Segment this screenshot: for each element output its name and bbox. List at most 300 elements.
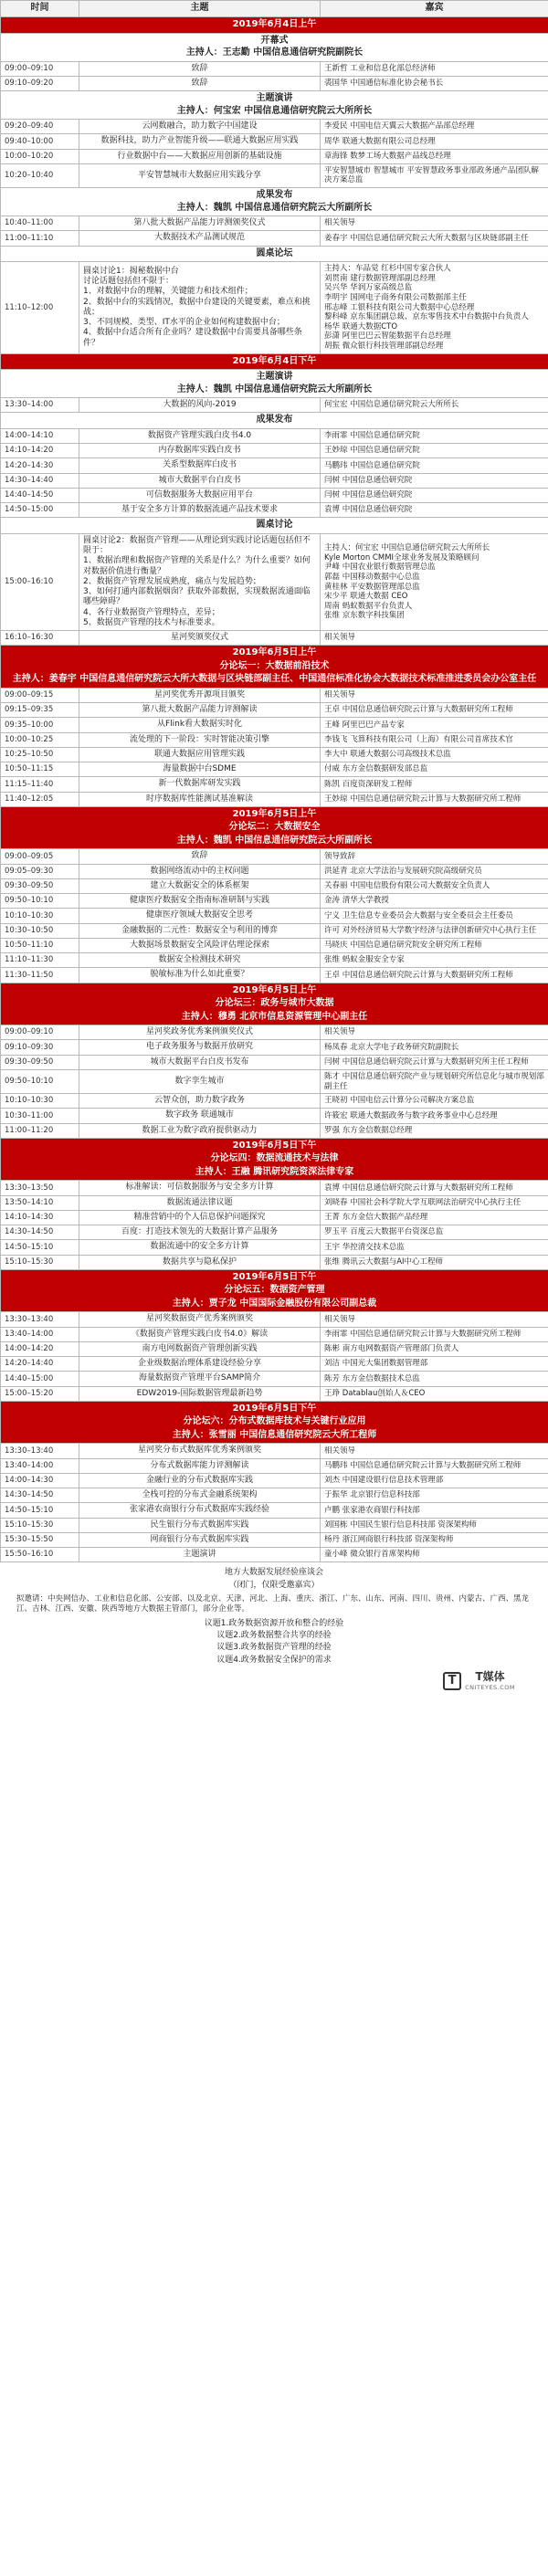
meeting-topics: [9, 1619, 539, 1666]
agenda-row: [1, 631, 548, 646]
session-banner-row: [1, 646, 548, 689]
agenda-topic: 民生银行分布式数据库实践: [79, 1518, 321, 1532]
agenda-time: 14:30–14:50: [1, 1225, 79, 1240]
agenda-time: 14:20–14:30: [1, 458, 79, 473]
agenda-time: 14:10–14:30: [1, 1210, 79, 1225]
agenda-guest: 马鹏玮 中国信息通信研究院云计算与大数据研究所工程师: [321, 1458, 548, 1473]
agenda-guest: 马晓庆 中国信息通信研究院安全研究所工程师: [321, 938, 548, 952]
section-title: 成果发布: [256, 190, 293, 200]
agenda-time: 09:20–09:40: [1, 120, 79, 134]
agenda-time: 15:10–15:30: [1, 1255, 79, 1269]
agenda-time: 11:00–11:20: [1, 1123, 79, 1138]
agenda-guest: 王琤 Datablau创始人＆CEO: [321, 1386, 548, 1401]
agenda-guest: 王菁 东方金信大数据产品经理: [321, 1210, 548, 1225]
agenda-guest: 主持人：何宝宏 中国信息通信研究院云大所所长 Kyle Morton CMMI全球业务发展及策略顾问 尹峰 中国农业银行数据管理总监 郭磊 中国移动数据中心总监 黄桂林 平安数据管理部总监 宋少平 联通大数据 CEO 周南 蚂蚁数据平台负责人 张维 京东数字科技集团: [321, 533, 548, 630]
agenda-topic: 联通大数据应用管理实践: [79, 747, 321, 762]
session-banner: [1, 1269, 548, 1312]
header-guest: 嘉宾: [321, 1, 548, 17]
section-header: [1, 188, 548, 216]
session-subtitle: 分论坛三：政务与城市大数据: [215, 998, 334, 1009]
agenda-guest: 许筱宏 联通大数据政务与数字政务事业中心总经理: [321, 1109, 548, 1123]
logo-icon: T: [443, 1672, 461, 1690]
session-date: 2019年6月5日下午: [232, 1403, 317, 1414]
agenda-time: 14:40–15:00: [1, 1372, 79, 1386]
agenda-row: [1, 849, 548, 864]
agenda-row: [1, 444, 548, 458]
agenda-topic: 网商银行分布式数据库实践: [79, 1532, 321, 1547]
agenda-time: 09:00–09:10: [1, 1025, 79, 1040]
agenda-time: 15:00–15:20: [1, 1386, 79, 1401]
agenda-guest: 刘国栋 中国民生银行信息科技部 资深架构师: [321, 1518, 548, 1532]
agenda-topic: 金融行业的分布式数据库实践: [79, 1473, 321, 1488]
agenda-guest: 王妙琼 中国信息通信研究院: [321, 444, 548, 458]
section-host: 主持人：魏凯 中国信息通信研究院云大所副所长: [176, 202, 373, 213]
agenda-guest: 闫树 中国信息通信研究院: [321, 488, 548, 502]
agenda-time: 09:35–10:00: [1, 718, 79, 732]
agenda-row: [1, 1069, 548, 1093]
agenda-guest: 王卓 中国信息通信研究院云计算与大数据研究所工程师: [321, 703, 548, 718]
section-host: 主持人：魏凯 中国信息通信研究院云大所副所长: [176, 384, 373, 394]
agenda-row: [1, 1458, 548, 1473]
agenda-guest: 童小峰 微众银行首席架构师: [321, 1548, 548, 1562]
agenda-guest: 关春丽 中国电信股份有限公司大数据安全负责人: [321, 878, 548, 893]
agenda-time: 13:40–14:00: [1, 1327, 79, 1341]
agenda-guest: 陈才 中国信息通信研究院产业与规划研究所信息化与城市规划部副主任: [321, 1069, 548, 1093]
section-header-row: [1, 91, 548, 120]
agenda-guest: 于振华 北京银行信息科技部: [321, 1488, 548, 1503]
agenda-row: [1, 216, 548, 231]
section-title: 主题演讲: [256, 93, 293, 103]
section-host: 主持人：王志勤 中国信息通信研究院副院长: [185, 47, 364, 58]
agenda-topic: 健康医疗数据安全指南标准研制与实践: [79, 894, 321, 909]
agenda-row: [1, 1210, 548, 1225]
agenda-time: 09:05–09:30: [1, 864, 79, 878]
agenda-topic: 百度：打造技术领先的大数据计算产品服务: [79, 1225, 321, 1240]
agenda-guest: 许可 对外经济贸易大学数字经济与法律创新研究中心执行主任: [321, 923, 548, 938]
agenda-row: [1, 864, 548, 878]
agenda-guest: 何宝宏 中国信息通信研究院云大所所长: [321, 398, 548, 413]
agenda-row: [1, 1503, 548, 1518]
agenda-time: 09:50–10:10: [1, 1069, 79, 1093]
agenda-row: [1, 762, 548, 777]
agenda-row: [1, 488, 548, 502]
agenda-row: [1, 938, 548, 952]
section-header-row: [1, 518, 548, 534]
agenda-guest: 李雨霏 中国信息通信研究院云计算与大数据研究所工程师: [321, 1327, 548, 1341]
agenda-body: [1, 17, 548, 1562]
agenda-topic: 大数据的风向-2019: [79, 398, 321, 413]
agenda-topic: 平安智慧城市大数据应用实践分享: [79, 163, 321, 187]
section-title: 开幕式: [260, 35, 289, 46]
agenda-topic: 电子政务服务与数据开放研究: [79, 1040, 321, 1055]
agenda-guest: 主持人：车品觉 红杉中国专家合伙人 刘贯南 建行数据管理部副总经理 吴兴华 华润万家高级总监 李明宇 国网电子商务有限公司数据部主任 邢志峰 工银科技有限公司大数据中心总经理 黎科峰 京东集团副总裁、京东零售技术中台数据中台负责人 杨华 联通大数据CTO 彭潇 阿里巴巴云智能数据平台总经理 胡振 微众银行科技管理部副总经理: [321, 262, 548, 354]
agenda-time: 09:15–09:35: [1, 703, 79, 718]
agenda-guest: 刘洁 中国光大集团数据管理部: [321, 1357, 548, 1372]
agenda-time: 09:00–09:15: [1, 688, 79, 702]
agenda-row: [1, 1312, 548, 1327]
session-banner: [1, 646, 548, 689]
agenda-guest: 李雨霏 中国信息通信研究院: [321, 428, 548, 443]
header-time: 时间: [1, 1, 79, 17]
agenda-guest: 王卓 中国信息通信研究院云计算与大数据研究所工程师: [321, 968, 548, 983]
meeting-topic: 议题1.政务数据资源开放和整合的经验: [204, 1618, 344, 1628]
agenda-row: [1, 732, 548, 747]
agenda-row: [1, 953, 548, 968]
session-banner: [1, 1401, 548, 1444]
agenda-time: 13:50–14:10: [1, 1195, 79, 1210]
agenda-time: 09:00–09:05: [1, 849, 79, 864]
session-banner: [1, 806, 548, 849]
agenda-guest: 刘晓春 中国社会科学院大学互联网法治研究中心执行主任: [321, 1195, 548, 1210]
agenda-row: [1, 473, 548, 488]
section-header: [1, 91, 548, 120]
meeting-title: 地方大数据发展经验座谈会: [224, 1568, 323, 1578]
agenda-time: 11:10–12:00: [1, 262, 79, 354]
agenda-row: [1, 688, 548, 702]
agenda-guest: 付威 东方金信数据研发部总监: [321, 762, 548, 777]
agenda-guest: 袁博 中国信息通信研究院: [321, 503, 548, 518]
session-banner-row: [1, 1269, 548, 1312]
agenda-guest: 罗玉平 百度云大数据平台资深总监: [321, 1225, 548, 1240]
agenda-row: [1, 149, 548, 163]
agenda-guest: 金涛 清华大学教授: [321, 894, 548, 909]
session-banner: [1, 983, 548, 1025]
agenda-topic: 大数据技术产品测试规范: [79, 231, 321, 246]
meeting-invitees: 拟邀请：中央网信办、工业和信息化部、公安部、以及北京、天津、河北、上海、重庆、浙江、广东、山东、河南、四川、贵州、内蒙古、广西、黑龙江、吉林、江西、安徽、陕西等地方大数据主管部门，部分企业等。: [16, 1593, 530, 1614]
agenda-topic: 主题演讲: [79, 1548, 321, 1562]
agenda-topic: 数据流通法律议题: [79, 1195, 321, 1210]
session-subtitle: 分论坛六：分布式数据库技术与关键行业应用: [183, 1416, 366, 1427]
agenda-guest: 李大中 联通大数据公司高级技术总监: [321, 747, 548, 762]
agenda-guest: 杨丹 浙江网商银行科技部 资深架构师: [321, 1532, 548, 1547]
section-title: 圆桌讨论: [256, 520, 293, 531]
agenda-row: [1, 1181, 548, 1195]
agenda-row: [1, 718, 548, 732]
agenda-topic: 数据共享与隐私保护: [79, 1255, 321, 1269]
agenda-guest: 王新哲 工业和信息化部总经济师: [321, 61, 548, 76]
agenda-time: 15:50–16:10: [1, 1548, 79, 1562]
agenda-time: 10:40–11:00: [1, 216, 79, 231]
section-title: 圆桌论坛: [256, 247, 293, 258]
header-topic: 主题: [79, 1, 321, 17]
agenda-guest: 相关领导: [321, 1312, 548, 1327]
section-header: [1, 518, 548, 534]
agenda-time: 10:30–11:00: [1, 1109, 79, 1123]
agenda-row: [1, 120, 548, 134]
agenda-time: 13:30–13:50: [1, 1181, 79, 1195]
agenda-time: 11:00–11:10: [1, 231, 79, 246]
session-host: 主持人：穆勇 北京市信息资源管理中心副主任: [181, 1011, 368, 1022]
agenda-time: 11:10–11:30: [1, 953, 79, 968]
agenda-topic: 精准营销中的个人信息保护问题探究: [79, 1210, 321, 1225]
agenda-row: [1, 1473, 548, 1488]
agenda-guest: 张维 腾讯云大数据与AI中心工程师: [321, 1255, 548, 1269]
section-title: 成果发布: [256, 415, 293, 426]
agenda-row: [1, 1488, 548, 1503]
section-header: [1, 246, 548, 262]
session-host: 主持人：王融 腾讯研究院资深法律专家: [195, 1166, 354, 1177]
session-date: 2019年6月5日下午: [232, 1271, 317, 1282]
session-host: 主持人：姜春宇 中国信息通信研究院云大所大数据与区块链部副主任、中国通信标准化协会大数据技术标准推进委员会办公室主任: [12, 674, 537, 685]
session-date: 2019年6月4日上午: [232, 19, 317, 29]
agenda-row: [1, 1055, 548, 1069]
meeting-note: （闭门，仅限受邀嘉宾）: [228, 1580, 320, 1590]
session-banner: [1, 17, 548, 34]
agenda-topic: 数据工业为数字政府提供驱动力: [79, 1123, 321, 1138]
agenda-topic: 新一代数据库研发实践: [79, 777, 321, 792]
agenda-topic: 第八批大数据产品能力评测颁奖仪式: [79, 216, 321, 231]
agenda-topic: EDW2019-国际数据管理最新趋势: [79, 1386, 321, 1401]
agenda-row: [1, 1025, 548, 1040]
agenda-topic: 企业级数据治理体系建设经验分享: [79, 1357, 321, 1372]
agenda-topic: 流处理的下一阶段：实时智能决策引擎: [79, 732, 321, 747]
agenda-row: [1, 1040, 548, 1055]
agenda-time: 14:50–15:10: [1, 1503, 79, 1518]
agenda-topic: 星河奖分布式数据库优秀案例颁奖: [79, 1444, 321, 1458]
session-date: 2019年6月5日上午: [232, 808, 317, 819]
session-subtitle: 分论坛二：大数据安全: [228, 822, 321, 833]
agenda-row: [1, 134, 548, 149]
agenda-row: [1, 503, 548, 518]
session-date: 2019年6月4日下午: [232, 355, 317, 366]
agenda-time: 13:30–13:40: [1, 1444, 79, 1458]
session-subtitle: 分论坛五：数据资产管理: [224, 1285, 325, 1296]
agenda-guest: 卢鹏 张家港农商银行科技部: [321, 1503, 548, 1518]
agenda-topic: 《数据资产管理实践白皮书4.0》解读: [79, 1327, 321, 1341]
agenda-topic: 数据安全检测技术研究: [79, 953, 321, 968]
agenda-guest: 马鹏玮 中国信息通信研究院: [321, 458, 548, 473]
agenda-topic: 南方电网数据资产管理创新实践: [79, 1341, 321, 1356]
session-subtitle: 分论坛四：数据流通技术与法律: [210, 1153, 339, 1164]
agenda-time: 10:30–10:50: [1, 923, 79, 938]
session-banner-row: [1, 353, 548, 370]
agenda-guest: 李钱飞 飞算科技有限公司（上海）有限公司首席技术官: [321, 732, 548, 747]
agenda-time: 15:00–16:10: [1, 533, 79, 630]
agenda-row: [1, 1518, 548, 1532]
agenda-topic: 数字政务 联通城市: [79, 1109, 321, 1123]
agenda-guest: 领导致辞: [321, 849, 548, 864]
agenda-guest: 相关领导: [321, 631, 548, 646]
logo-sub: CNITEYES.COM: [465, 1683, 515, 1691]
agenda-row: [1, 1255, 548, 1269]
agenda-guest: 相关领导: [321, 1025, 548, 1040]
agenda-time: 14:00–14:30: [1, 1473, 79, 1488]
agenda-row: [1, 262, 548, 354]
session-banner-row: [1, 806, 548, 849]
agenda-topic: 致辞: [79, 849, 321, 864]
agenda-guest: 袁博 中国信息通信研究院云计算与大数据研究所工程师: [321, 1181, 548, 1195]
agenda-topic: 数字孪生城市: [79, 1069, 321, 1093]
agenda-guest: 王峰 阿里巴巴产品专家: [321, 718, 548, 732]
session-banner-row: [1, 1401, 548, 1444]
agenda-topic: 第八批大数据产品能力评测解读: [79, 703, 321, 718]
section-header-row: [1, 370, 548, 398]
agenda-row: [1, 1240, 548, 1255]
agenda-time: 09:10–09:30: [1, 1040, 79, 1055]
agenda-row: [1, 1109, 548, 1123]
agenda-time: 09:40–10:00: [1, 134, 79, 149]
session-host: 主持人：魏凯 中国信息通信研究院云大所副所长: [176, 835, 373, 846]
agenda-time: 15:10–15:30: [1, 1518, 79, 1532]
agenda-time: 10:50–11:15: [1, 762, 79, 777]
agenda-guest: 陈芳 东方金信数据技术总监: [321, 1372, 548, 1386]
agenda-row: [1, 968, 548, 983]
agenda-row: [1, 878, 548, 893]
session-banner: [1, 1138, 548, 1181]
agenda-topic: 城市大数据平台白皮书发布: [79, 1055, 321, 1069]
agenda-row: [1, 61, 548, 76]
agenda-guest: 平安智慧城市 智慧城市 平安智慧政务事业部政务通产品团队解决方案总监: [321, 163, 548, 187]
agenda-guest: 闫树 中国信息通信研究院: [321, 473, 548, 488]
agenda-guest: 张维 蚂蚁金服安全专家: [321, 953, 548, 968]
section-header: [1, 413, 548, 429]
agenda-time: 11:15–11:40: [1, 777, 79, 792]
agenda-row: [1, 231, 548, 246]
agenda-row: [1, 76, 548, 90]
agenda-topic: 数据资产管理实践白皮书4.0: [79, 428, 321, 443]
agenda-topic: 星河奖优秀开源项目颁奖: [79, 688, 321, 702]
agenda-row: [1, 1548, 548, 1562]
agenda-topic: 城市大数据平台白皮书: [79, 473, 321, 488]
header-row: [1, 1, 548, 17]
agenda-row: [1, 428, 548, 443]
session-host: 主持人：张雪丽 中国信息通信研究院云大所工程师: [172, 1429, 377, 1440]
agenda-time: 14:30–14:50: [1, 1488, 79, 1503]
agenda-guest: 杨凤春 北京大学电子政务研究院副院长: [321, 1040, 548, 1055]
agenda-topic: 数据流通中的安全多方计算: [79, 1240, 321, 1255]
agenda-guest: 陈彬 南方电网数据资产管理部门负责人: [321, 1341, 548, 1356]
agenda-topic: 行业数据中台——大数据应用创新的基础设施: [79, 149, 321, 163]
agenda-topic: 圆桌讨论2：数据资产管理——从理论到实践讨论话题包括但不限于： 1、数据治理和数据资产管理的关系是什么？为什么重要？如何对数据价值进行衡量？ 2、数据资产管理发展成熟度，痛点与发展趋势； 3、如何打通内部数据烟囱？获取外部数据，实现数据流通面临哪些障碍？ 4、各行业数据资产管理特点，差异； 5、数据资产管理的技术与标准要求。: [79, 533, 321, 630]
agenda-topic: 基于安全多方计算的数据流通产品技术要求: [79, 503, 321, 518]
session-banner-row: [1, 983, 548, 1025]
agenda-topic: 海量数据中台SDME: [79, 762, 321, 777]
agenda-topic: 大数据场景数据安全风险评估理论探索: [79, 938, 321, 952]
agenda-topic: 致辞: [79, 61, 321, 76]
closed-meeting-block: [0, 1562, 548, 1705]
agenda-topic: 脱敏标准为什么如此重要？: [79, 968, 321, 983]
agenda-row: [1, 703, 548, 718]
session-banner-row: [1, 17, 548, 34]
agenda-topic: 健康医疗领域大数据安全思考: [79, 909, 321, 923]
meeting-topic: 议题4.政务数据安全保护的需求: [216, 1655, 332, 1665]
agenda-guest: 陈凯 百度资深研发工程师: [321, 777, 548, 792]
agenda-topic: 数据科技，助力产业智能升级——联通大数据应用实践: [79, 134, 321, 149]
section-title: 主题演讲: [256, 372, 293, 383]
agenda-time: 10:10–10:30: [1, 909, 79, 923]
agenda-topic: 可信数据服务大数据应用平台: [79, 488, 321, 502]
agenda-topic: 海量数据资产管理平台SAMP简介: [79, 1372, 321, 1386]
agenda-time: 14:00–14:10: [1, 428, 79, 443]
watermark-logo: [9, 1669, 539, 1700]
agenda-row: [1, 1123, 548, 1138]
section-header: [1, 33, 548, 61]
agenda-topic: 建立大数据安全的体系框架: [79, 878, 321, 893]
agenda-topic: 云网数融合，助力数字中国建设: [79, 120, 321, 134]
meeting-topic: 议题2.政务数据整合共享的经验: [216, 1631, 332, 1641]
agenda-topic: 时序数据库性能测试基准解读: [79, 792, 321, 806]
agenda-time: 14:50–15:00: [1, 503, 79, 518]
agenda-time: 09:30–09:50: [1, 878, 79, 893]
agenda-topic: 云智众创，助力数字政务: [79, 1094, 321, 1109]
agenda-row: [1, 923, 548, 938]
agenda-topic: 金融数据的二元性：数据安全与利用的博弈: [79, 923, 321, 938]
agenda-guest: 洪延青 北京大学法治与发展研究院高级研究员: [321, 864, 548, 878]
agenda-row: [1, 1386, 548, 1401]
agenda-row: [1, 1532, 548, 1547]
agenda-time: 10:25–10:50: [1, 747, 79, 762]
agenda-guest: 章海锋 数梦工场大数据产品线总经理: [321, 149, 548, 163]
agenda-guest: 裘国华 中国通信标准化协会秘书长: [321, 76, 548, 90]
agenda-guest: 相关领导: [321, 688, 548, 702]
agenda-time: 10:00–10:25: [1, 732, 79, 747]
session-date: 2019年6月5日下午: [232, 1140, 317, 1151]
logo-name: T媒体: [475, 1669, 505, 1683]
meeting-topic: 议题3.政务数据资产管理的经验: [216, 1643, 332, 1653]
agenda-row: [1, 1327, 548, 1341]
agenda-time: 11:30–11:50: [1, 968, 79, 983]
session-banner-row: [1, 1138, 548, 1181]
agenda-guest: 宁义 卫生信息专业委员会大数据与安全委员会主任委员: [321, 909, 548, 923]
agenda-guest: 王宇 华控清交技术总监: [321, 1240, 548, 1255]
agenda-row: [1, 533, 548, 630]
agenda-row: [1, 747, 548, 762]
agenda-topic: 圆桌讨论1：揭秘数据中台 讨论话题包括但不限于： 1、对数据中台的理解，关键能力和技术组件； 2、数据中台的实践情况，数据中台建设的关键要素，难点和挑战； 3、不同规模、类型、IT水平的企业如何构建数据中台； 4、数据中台适合所有企业吗？建设数据中台需要具备哪些条件？: [79, 262, 321, 354]
agenda-topic: 从Flink看大数据实时化: [79, 718, 321, 732]
agenda-time: 11:40–12:05: [1, 792, 79, 806]
agenda-guest: 罗强 东方金信数据总经理: [321, 1123, 548, 1138]
agenda-guest: 刘杰 中国建设银行信息技术管理部: [321, 1473, 548, 1488]
section-header-row: [1, 246, 548, 262]
agenda-time: 14:30–14:40: [1, 473, 79, 488]
agenda-time: 14:20–14:40: [1, 1357, 79, 1372]
agenda-topic: 内存数据库实践白皮书: [79, 444, 321, 458]
agenda-row: [1, 1195, 548, 1210]
agenda-row: [1, 909, 548, 923]
agenda-row: [1, 792, 548, 806]
agenda-guest: 闫树 中国信息通信研究院云计算与大数据研究所主任工程师: [321, 1055, 548, 1069]
agenda-time: 14:40–14:50: [1, 488, 79, 502]
agenda-time: 09:30–09:50: [1, 1055, 79, 1069]
agenda-guest: 周华 联通大数据有限公司总经理: [321, 134, 548, 149]
section-header: [1, 370, 548, 398]
agenda-row: [1, 894, 548, 909]
agenda-row: [1, 1341, 548, 1356]
section-header-row: [1, 188, 548, 216]
agenda-time: 14:10–14:20: [1, 444, 79, 458]
agenda-time: 10:00–10:20: [1, 149, 79, 163]
agenda-time: 10:10–10:30: [1, 1094, 79, 1109]
section-header-row: [1, 413, 548, 429]
section-header-row: [1, 33, 548, 61]
agenda-time: 14:50–15:10: [1, 1240, 79, 1255]
agenda-time: 13:40–14:00: [1, 1458, 79, 1473]
agenda-guest: 姜春宇 中国信息通信研究院云大所大数据与区块链部副主任: [321, 231, 548, 246]
agenda-time: 13:30–14:00: [1, 398, 79, 413]
session-host: 主持人：贾子龙 中国国际金融股份有限公司副总裁: [172, 1298, 377, 1309]
session-banner: [1, 353, 548, 370]
agenda-topic: 星河奖数据资产优秀案例颁奖: [79, 1312, 321, 1327]
agenda-row: [1, 1357, 548, 1372]
session-date: 2019年6月5日上午: [232, 984, 317, 995]
agenda-row: [1, 458, 548, 473]
agenda-row: [1, 163, 548, 187]
agenda-time: 14:00–14:20: [1, 1341, 79, 1356]
agenda-topic: 标准解读：可信数据服务与安全多方计算: [79, 1181, 321, 1195]
agenda-time: 09:10–09:20: [1, 76, 79, 90]
agenda-topic: 数据网络流动中的主权问题: [79, 864, 321, 878]
agenda-topic: 张家港农商银行分布式数据库实践经验: [79, 1503, 321, 1518]
